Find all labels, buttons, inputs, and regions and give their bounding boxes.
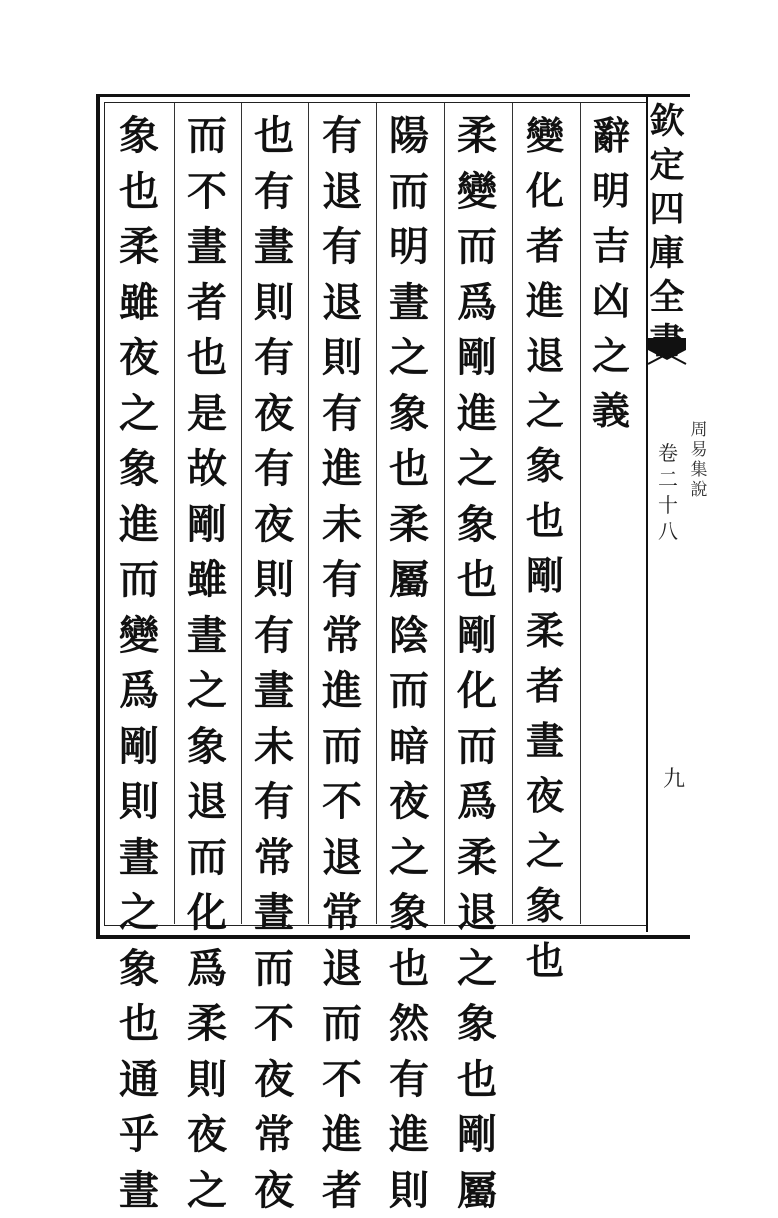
glyph: 不	[311, 774, 373, 830]
glyph: 不	[311, 1052, 373, 1108]
glyph: 化	[514, 163, 576, 218]
glyph: 退	[311, 275, 373, 331]
glyph: 說	[691, 480, 708, 500]
book-title	[648, 100, 686, 364]
glyph: 常	[243, 830, 305, 886]
glyph: 剛	[446, 1107, 508, 1163]
glyph: 剛	[446, 608, 508, 664]
glyph: 之	[514, 823, 576, 878]
glyph: 也	[108, 164, 170, 220]
glyph: 常	[311, 885, 373, 941]
glyph: 化	[446, 663, 508, 719]
glyph: 雖	[108, 275, 170, 331]
column-divider	[376, 103, 377, 924]
glyph: 進	[108, 497, 170, 553]
glyph: 也	[446, 552, 508, 608]
glyph: 之	[176, 663, 238, 719]
glyph: 全	[649, 276, 684, 320]
glyph: 而	[446, 219, 508, 275]
glyph: 周	[691, 420, 708, 440]
glyph: 之	[580, 328, 642, 383]
glyph: 夜	[243, 1163, 305, 1218]
glyph: 義	[580, 383, 642, 438]
glyph: 而	[446, 719, 508, 775]
glyph: 象	[378, 386, 440, 442]
glyph: 卷	[658, 440, 678, 466]
glyph: 晝	[243, 663, 305, 719]
glyph: 剛	[514, 548, 576, 603]
glyph: 進	[514, 273, 576, 328]
glyph: 之	[108, 386, 170, 442]
glyph: 有	[311, 219, 373, 275]
glyph: 爲	[108, 663, 170, 719]
glyph: 故	[176, 441, 238, 497]
glyph: 八	[658, 518, 678, 544]
glyph: 夜	[243, 1052, 305, 1108]
glyph: 柔	[176, 996, 238, 1052]
glyph: 象	[108, 108, 170, 164]
column-divider	[174, 103, 175, 924]
glyph: 象	[176, 719, 238, 775]
glyph: 也	[176, 330, 238, 386]
glyph: 夜	[108, 330, 170, 386]
page-number: 九	[662, 762, 686, 793]
glyph: 之	[446, 441, 508, 497]
glyph: 陰	[378, 608, 440, 664]
glyph: 是	[176, 386, 238, 442]
glyph: 有	[243, 164, 305, 220]
glyph: 剛	[108, 719, 170, 775]
glyph: 進	[446, 386, 508, 442]
glyph: 者	[176, 275, 238, 331]
glyph: 象	[514, 878, 576, 933]
glyph: 化	[176, 885, 238, 941]
fishtail-mark-icon	[648, 338, 686, 368]
glyph: 明	[378, 219, 440, 275]
glyph: 象	[108, 441, 170, 497]
glyph: 而	[378, 164, 440, 220]
glyph: 有	[243, 441, 305, 497]
glyph: 雖	[176, 552, 238, 608]
glyph: 則	[243, 552, 305, 608]
glyph: 未	[243, 719, 305, 775]
glyph: 夜	[514, 768, 576, 823]
column-divider	[512, 103, 513, 924]
glyph: 退	[311, 830, 373, 886]
glyph: 夜	[243, 497, 305, 553]
glyph: 有	[378, 1052, 440, 1108]
glyph: 也	[378, 441, 440, 497]
glyph: 退	[514, 328, 576, 383]
glyph: 象	[514, 438, 576, 493]
glyph: 暗	[378, 719, 440, 775]
glyph: 之	[108, 885, 170, 941]
glyph: 爲	[446, 774, 508, 830]
glyph: 進	[311, 663, 373, 719]
glyph: 之	[446, 941, 508, 997]
glyph: 晝	[176, 219, 238, 275]
book-subtitle	[688, 420, 710, 500]
glyph: 之	[514, 383, 576, 438]
glyph: 之	[378, 830, 440, 886]
glyph: 變	[446, 164, 508, 220]
glyph: 集	[691, 460, 708, 480]
glyph: 爲	[446, 275, 508, 331]
glyph: 柔	[378, 497, 440, 553]
glyph: 象	[378, 885, 440, 941]
text-column-2	[514, 108, 576, 918]
glyph: 而	[176, 108, 238, 164]
glyph: 四	[649, 188, 684, 232]
glyph: 也	[378, 941, 440, 997]
glyph: 變	[514, 108, 576, 163]
glyph: 夜	[378, 774, 440, 830]
glyph: 而	[108, 552, 170, 608]
glyph: 凶	[580, 273, 642, 328]
glyph: 晝	[378, 275, 440, 331]
glyph: 爲	[176, 941, 238, 997]
glyph: 則	[243, 275, 305, 331]
glyph: 未	[311, 497, 373, 553]
glyph: 柔	[108, 219, 170, 275]
text-column-4	[378, 108, 440, 918]
glyph: 有	[311, 386, 373, 442]
text-column-6	[243, 108, 305, 918]
text-column-5	[311, 108, 373, 918]
glyph: 二	[658, 466, 678, 492]
glyph: 而	[311, 719, 373, 775]
glyph: 通	[108, 1052, 170, 1108]
glyph: 庫	[649, 232, 684, 276]
glyph: 者	[514, 658, 576, 713]
glyph: 然	[378, 996, 440, 1052]
glyph: 欽	[649, 100, 684, 144]
glyph: 乎	[108, 1107, 170, 1163]
glyph: 辭	[580, 108, 642, 163]
glyph: 柔	[446, 830, 508, 886]
glyph: 晝	[108, 830, 170, 886]
glyph: 有	[311, 552, 373, 608]
glyph: 有	[243, 608, 305, 664]
volume-label	[656, 440, 680, 544]
glyph: 剛	[446, 330, 508, 386]
glyph: 也	[243, 108, 305, 164]
glyph: 也	[108, 996, 170, 1052]
glyph: 之	[176, 1163, 238, 1218]
glyph: 柔	[446, 108, 508, 164]
glyph: 則	[176, 1052, 238, 1108]
glyph: 屬	[446, 1163, 508, 1218]
glyph: 不	[243, 996, 305, 1052]
glyph: 則	[108, 774, 170, 830]
glyph: 變	[108, 608, 170, 664]
glyph: 晝	[514, 713, 576, 768]
glyph: 退	[176, 774, 238, 830]
glyph: 易	[691, 440, 708, 460]
glyph: 之	[378, 330, 440, 386]
glyph: 退	[446, 885, 508, 941]
glyph: 十	[658, 492, 678, 518]
glyph: 不	[176, 164, 238, 220]
glyph: 常	[243, 1107, 305, 1163]
glyph: 則	[311, 330, 373, 386]
glyph: 定	[649, 144, 684, 188]
column-divider	[241, 103, 242, 924]
glyph: 有	[243, 330, 305, 386]
glyph: 柔	[514, 603, 576, 658]
glyph: 者	[514, 218, 576, 273]
glyph: 晝	[243, 885, 305, 941]
text-column-8	[108, 108, 170, 918]
glyph: 剛	[176, 497, 238, 553]
glyph: 常	[311, 608, 373, 664]
glyph: 而	[378, 663, 440, 719]
glyph: 進	[311, 441, 373, 497]
glyph: 而	[243, 941, 305, 997]
glyph: 夜	[243, 386, 305, 442]
glyph: 象	[446, 996, 508, 1052]
glyph: 晝	[176, 608, 238, 664]
glyph: 象	[108, 941, 170, 997]
glyph: 則	[378, 1163, 440, 1218]
text-column-3	[446, 108, 508, 918]
glyph: 進	[311, 1107, 373, 1163]
glyph: 而	[311, 996, 373, 1052]
glyph: 退	[311, 164, 373, 220]
glyph: 陽	[378, 108, 440, 164]
glyph: 夜	[176, 1107, 238, 1163]
glyph: 屬	[378, 552, 440, 608]
glyph: 明	[580, 163, 642, 218]
text-column-1	[580, 108, 642, 918]
glyph: 者	[311, 1163, 373, 1218]
glyph: 進	[378, 1107, 440, 1163]
column-divider	[308, 103, 309, 924]
glyph: 有	[243, 774, 305, 830]
glyph: 也	[514, 493, 576, 548]
glyph: 也	[446, 1052, 508, 1108]
glyph: 晝	[243, 219, 305, 275]
glyph: 有	[311, 108, 373, 164]
text-column-7	[176, 108, 238, 918]
glyph: 而	[176, 830, 238, 886]
glyph: 吉	[580, 218, 642, 273]
glyph: 象	[446, 497, 508, 553]
glyph: 也	[514, 933, 576, 988]
column-divider	[444, 103, 445, 924]
glyph: 退	[311, 941, 373, 997]
glyph: 晝	[108, 1163, 170, 1218]
